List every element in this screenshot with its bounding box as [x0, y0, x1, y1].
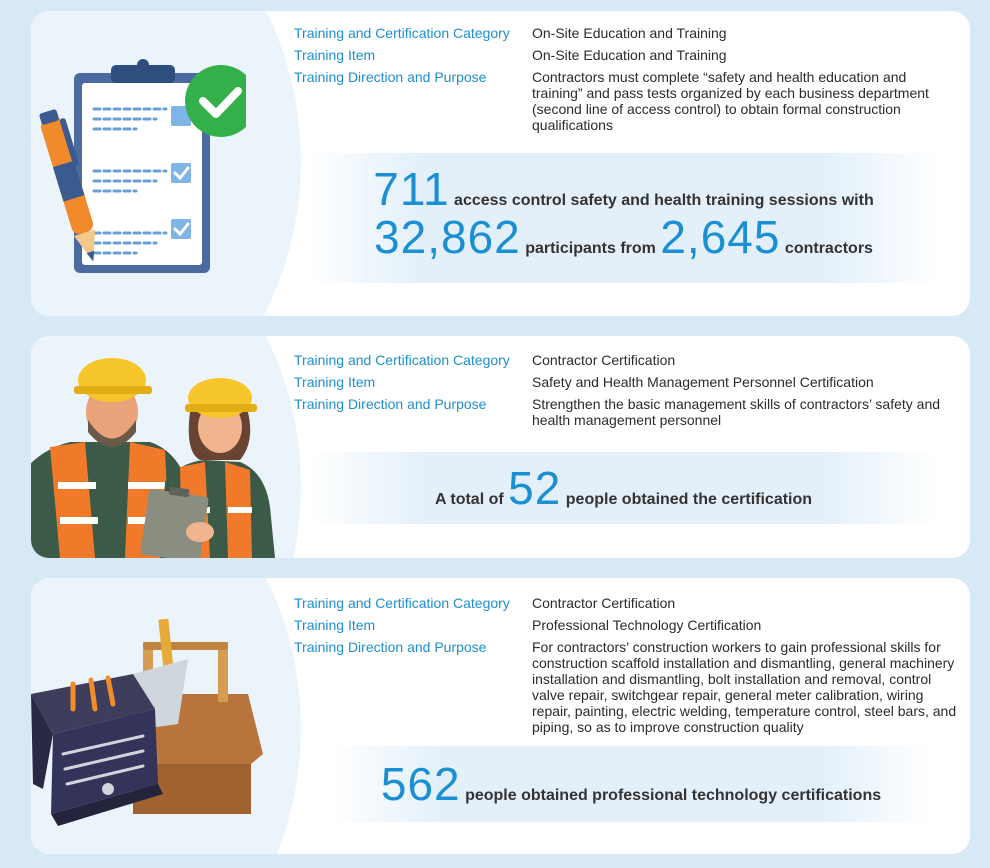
stat-suffix: people obtained professional technology certifications — [465, 787, 882, 804]
training-card-onsite — [31, 11, 970, 316]
item-label: Training Item — [294, 374, 376, 390]
purpose-value: Strengthen the basic management skills of contractors’ safety and health management personnel — [532, 396, 941, 428]
category-value: Contractor Certification — [532, 595, 676, 611]
purpose-row — [294, 69, 959, 133]
training-info-rows — [294, 25, 959, 139]
contractors-count: 2,645 — [660, 211, 781, 263]
purpose-row — [294, 396, 959, 428]
training-stat-box — [306, 153, 941, 283]
category-value: On-Site Education and Training — [532, 25, 727, 41]
purpose-label: Training Direction and Purpose — [294, 639, 487, 655]
construction-workers-icon — [31, 342, 300, 558]
training-info-rows — [294, 595, 959, 741]
item-row — [294, 47, 959, 63]
purpose-value: Contractors must complete “safety and health education and training” and pass tests organized by each business department (second line of access control) to obtain formal construction qualifications — [532, 69, 929, 133]
training-info-rows — [294, 352, 959, 434]
purpose-label: Training Direction and Purpose — [294, 396, 487, 412]
category-value: Contractor Certification — [532, 352, 676, 368]
certification-stat-box — [311, 452, 936, 524]
item-value: Professional Technology Certification — [532, 617, 762, 633]
item-label: Training Item — [294, 617, 376, 633]
item-label: Training Item — [294, 47, 376, 63]
contractors-text: contractors — [784, 240, 873, 257]
certified-count: 52 — [508, 462, 562, 514]
category-row — [294, 595, 959, 611]
participants-text: participants from — [525, 240, 656, 257]
clipboard-checklist-icon — [31, 51, 246, 291]
item-value: Safety and Health Management Personnel Certification — [532, 374, 874, 390]
stat-prefix: A total of — [434, 491, 504, 508]
training-card-safety-certification — [31, 336, 970, 558]
category-label: Training and Certification Category — [294, 595, 510, 611]
purpose-value: For contractors’ construction workers to gain professional skills for construction scaffold installation and dismantling, general machinery installation and dismantling, bolt installation and removal, control valve repair, switchgear repair, general meter calibration, wiring repair, painting, electric welding, temperature control, steel bars, and piping, so as to improve construction quality — [532, 639, 957, 735]
category-row — [294, 352, 959, 368]
participants-count: 32,862 — [374, 211, 521, 263]
sessions-text: access control safety and health training sessions with — [454, 192, 874, 209]
category-label: Training and Certification Category — [294, 352, 510, 368]
professional-count: 562 — [380, 758, 461, 810]
toolbox-icon — [31, 614, 263, 834]
sessions-count: 711 — [373, 163, 450, 215]
item-value: On-Site Education and Training — [532, 47, 727, 63]
training-card-professional-certification — [31, 578, 970, 854]
item-row — [294, 374, 959, 390]
item-row — [294, 617, 959, 633]
category-label: Training and Certification Category — [294, 25, 510, 41]
purpose-label: Training Direction and Purpose — [294, 69, 487, 85]
professional-stat-box — [331, 746, 931, 822]
purpose-row — [294, 639, 959, 735]
stat-line-2 — [306, 209, 941, 265]
stat-suffix: people obtained the certification — [565, 491, 813, 508]
category-row — [294, 25, 959, 41]
